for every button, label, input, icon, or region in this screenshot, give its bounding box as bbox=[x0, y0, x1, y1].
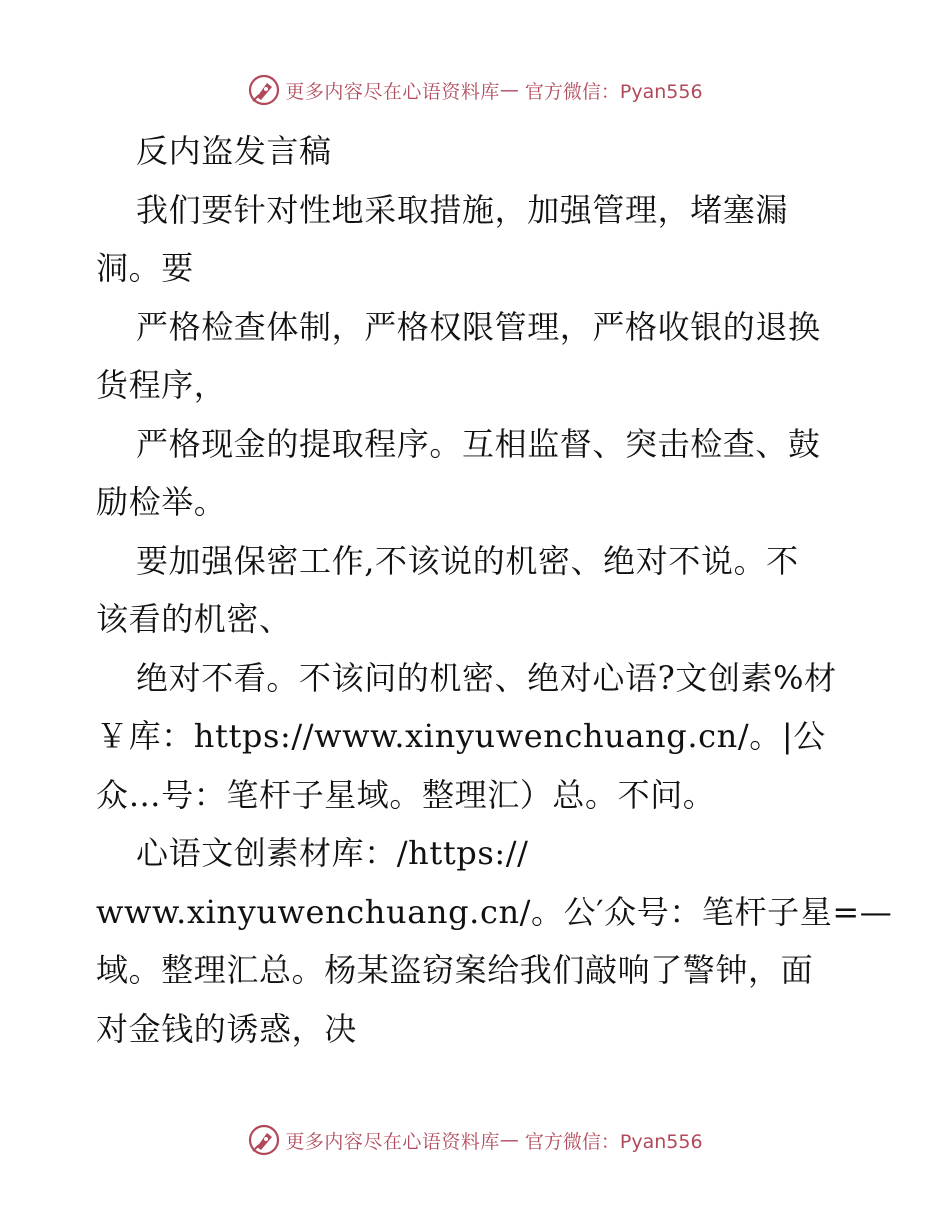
banner-separator: — bbox=[499, 1129, 519, 1151]
document-title: 反内盗发言稿 bbox=[136, 132, 332, 170]
banner-separator: — bbox=[499, 79, 519, 101]
paragraph-line: 对金钱的诱惑，决 bbox=[96, 1009, 357, 1048]
pen-nib-logo-icon bbox=[247, 73, 281, 107]
document-body bbox=[96, 122, 893, 1058]
footer-banner bbox=[0, 1120, 950, 1160]
paragraph-line: 域。整理汇总。杨某盗窃案给我们敲响了警钟，面 bbox=[96, 951, 814, 989]
banner-wechat: 官方微信：Pyan556 bbox=[524, 1130, 703, 1153]
banner-text: 更多内容尽在心语资料库 bbox=[285, 1130, 500, 1153]
paragraph-line: 绝对不看。不该问的机密、绝对心语?文创素%材 bbox=[136, 658, 837, 697]
paragraph-line: 心语文创素材库：/https:// bbox=[136, 834, 529, 872]
paragraph-line: 要加强保密工作,不该说的机密、绝对不说。不 bbox=[136, 541, 799, 580]
paragraph-line: 该看的机密、 bbox=[96, 600, 292, 638]
paragraph-line: 励检举。 bbox=[96, 483, 227, 521]
banner-wechat: 官方微信：Pyan556 bbox=[524, 80, 703, 103]
paragraph-line: www.xinyuwenchuang.cn/。公′众号：笔杆子星=— bbox=[96, 892, 893, 931]
paragraph-line: 众…号：笔杆子星域。整理汇）总。不问。 bbox=[96, 775, 716, 814]
paragraph-line: ￥库：https://www.xinyuwenchuang.cn/。|公 bbox=[96, 717, 826, 755]
header-banner bbox=[0, 70, 950, 110]
paragraph-line: 洞。要 bbox=[96, 249, 194, 287]
pen-nib-logo-icon bbox=[247, 1123, 281, 1157]
paragraph-line: 严格检查体制，严格权限管理，严格收银的退换 bbox=[136, 307, 821, 346]
paragraph-line: 我们要针对性地采取措施，加强管理，堵塞漏 bbox=[136, 190, 789, 229]
banner-text: 更多内容尽在心语资料库 bbox=[285, 80, 500, 103]
paragraph-line: 货程序， bbox=[96, 366, 227, 404]
paragraph-line: 严格现金的提取程序。互相监督、突击检查、鼓 bbox=[136, 424, 821, 463]
